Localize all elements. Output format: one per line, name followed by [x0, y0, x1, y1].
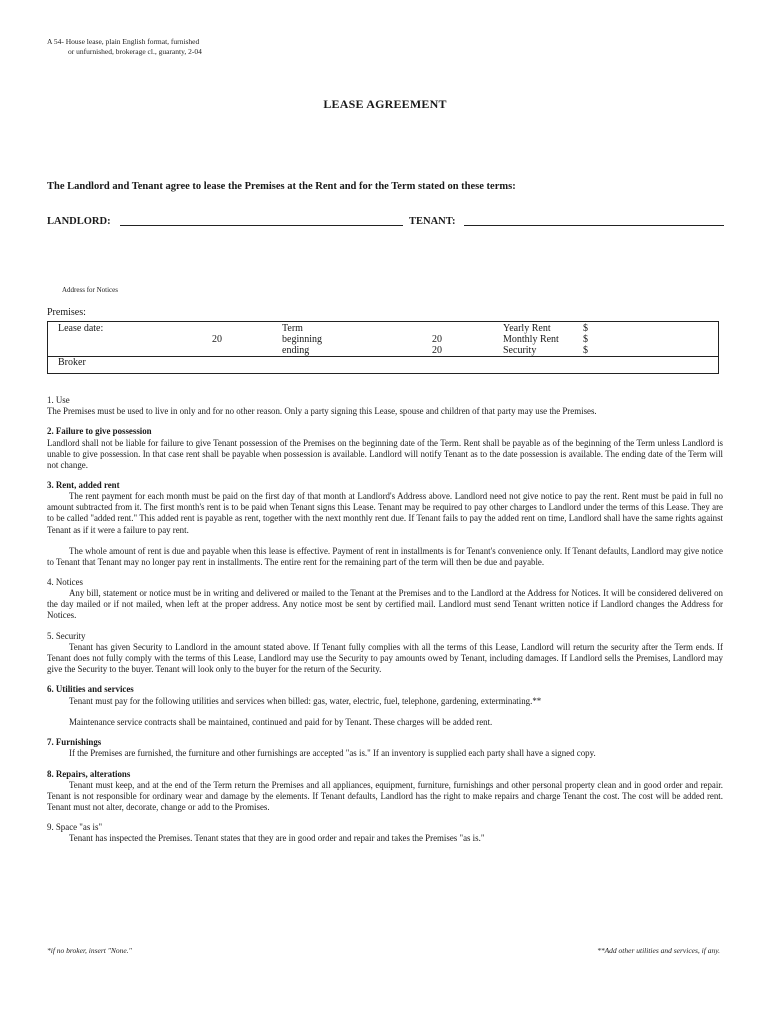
- lease-date-year: 20: [212, 334, 222, 345]
- monthly-rent-label: Monthly Rent: [503, 334, 559, 345]
- address-for-notices-label: Address for Notices: [62, 286, 118, 294]
- broker-label: Broker: [58, 357, 86, 368]
- form-id-line2: or unfurnished, brokerage cl., guaranty, 2-04: [68, 46, 202, 56]
- term-ending-year: 20: [432, 345, 442, 356]
- form-id: [47, 37, 202, 56]
- term-label: Term: [282, 323, 303, 334]
- section-paragraph: The rent payment for each month must be paid on the first day of that month at Landlord's Address above. Landlord need not give notice to pay the rent. Rent must be paid in full no amount subtracted from it. The first month's rent is to be paid when Tenant signs this Lease. Tenant may be required to pay other charges to Landlord under the terms of this Lease. They are to be called "added rent." This added rent is payable as rent, together with the next monthly rent due. If Tenant fails to pay the added rent on time, Landlord shall have the same rights against Tenant as if it were a failure to pay rent.: [47, 491, 723, 535]
- intro-text: The Landlord and Tenant agree to lease the Premises at the Rent and for the Term stated on these terms:: [47, 181, 516, 192]
- term-beginning-year: 20: [432, 334, 442, 345]
- lease-terms-box: [47, 321, 719, 374]
- security-label: Security: [503, 345, 537, 356]
- lease-section: [47, 737, 723, 759]
- section-paragraph: Any bill, statement or notice must be in writing and delivered or mailed to the Tenant at the Premises and to the Landlord at the Address for Notices. It will be considered delivered on the day mailed or if not mailed, when left at the proper address. Any notice most be sent by certified mail. Landlord must send Tenant written notice if Landlord changes the Address for Notices.: [47, 588, 723, 621]
- lease-section: [47, 480, 723, 568]
- section-heading: 1. Use: [47, 395, 70, 405]
- section-heading: 6. Utilities and services: [47, 684, 134, 695]
- section-heading: 4. Notices: [47, 577, 83, 588]
- yearly-rent-label: Yearly Rent: [503, 323, 551, 334]
- premises-label: Premises:: [47, 307, 86, 318]
- landlord-field[interactable]: [120, 225, 403, 226]
- section-paragraph: Tenant has given Security to Landlord in the amount stated above. If Tenant fully complies with all the terms of this Lease, Landlord will return the security after the Term ends. If Tenant does not fully comply with the terms of this Lease, Landlord may use the Security to pay amounts owed by Tenant, including damages. If Landlord sells the Premises, Landlord may give the Security to the buyer. Tenant will look only to the buyer for the return of the Security.: [47, 641, 723, 675]
- section-heading: 9. Space "as is": [47, 822, 103, 833]
- section-heading: 8. Repairs, alterations: [47, 768, 131, 779]
- section-paragraph: The whole amount of rent is due and payable when this lease is effective. Payment of rent in installments is for Tenant's convenience only. If Tenant defaults, Landlord may give notice to Tenant that Tenant may no longer pay rent in installments. The entire rent for the remaining part of the term will then be due and payable.: [47, 545, 723, 567]
- monthly-rent-dollar: $: [583, 334, 588, 345]
- lease-section: [47, 577, 723, 621]
- landlord-label: LANDLORD:: [47, 216, 111, 227]
- section-paragraph: Landlord shall not be liable for failure to give Tenant possession of the Premises on the beginning date of the Term. Rent shall be payable as of the beginning of the Term unless Landlord is unable to give possession. In that case rent shall be payable when possession is available. Landlord will notify Tenant as to the date possession is available. The ending date of the Term will not change.: [47, 437, 723, 470]
- security-dollar: $: [583, 345, 588, 356]
- section-heading: 5. Security: [47, 630, 86, 641]
- term-ending-label: ending: [282, 345, 310, 356]
- section-heading: 2. Failure to give possession: [47, 426, 152, 437]
- section-paragraph: If the Premises are furnished, the furniture and other furnishings are accepted "as is." If an inventory is supplied each party shall have a signed copy.: [69, 748, 596, 759]
- lease-section: [47, 395, 723, 417]
- lease-section: [47, 631, 723, 675]
- footer-note-broker: *if no broker, insert "None.": [47, 946, 132, 955]
- lease-section: [47, 822, 723, 844]
- box-divider: [47, 356, 719, 357]
- tenant-field[interactable]: [464, 225, 724, 226]
- lease-sections: [47, 395, 723, 854]
- term-beginning-label: beginning: [282, 334, 322, 345]
- page-title: LEASE AGREEMENT: [323, 97, 447, 111]
- lease-date-label: Lease date:: [58, 323, 104, 334]
- lease-section: [47, 684, 723, 727]
- tenant-label: TENANT:: [409, 216, 456, 227]
- form-id-line1: A 54- House lease, plain English format, furnished: [47, 37, 200, 46]
- lease-section: [47, 426, 723, 470]
- section-paragraph: The Premises must be used to live in only and for no other reason. Only a party signing this Lease, spouse and children of that party may use the Premises.: [47, 406, 597, 417]
- section-heading: 7. Furnishings: [47, 737, 102, 748]
- yearly-rent-dollar: $: [583, 323, 588, 334]
- section-paragraph: Tenant must keep, and at the end of the Term return the Premises and all appliances, equipment, furniture, furnishings and other personal property clean and in good order and repair. Tenant is not responsible for ordinary wear and damage by the elements. If Tenant defaults, Landlord has the right to make repairs and charge Tenant the cost. The cost will be added rent. Tenant must not alter, decorate, change or add to the Promises.: [47, 779, 723, 812]
- section-paragraph: Tenant must pay for the following utilities and services when billed: gas, water, electric, fuel, telephone, gardening, exterminating.**: [69, 695, 542, 706]
- section-paragraph: Tenant has inspected the Premises. Tenant states that they are in good order and repair and takes the Premises "as is.": [69, 833, 485, 844]
- footer-note-utilities: **Add other utilities and services, if any.: [597, 946, 720, 955]
- section-paragraph: Maintenance service contracts shall be maintained, continued and paid for by Tenant. These charges will be added rent.: [69, 716, 493, 727]
- section-heading: 3. Rent, added rent: [47, 480, 120, 491]
- lease-section: [47, 769, 723, 813]
